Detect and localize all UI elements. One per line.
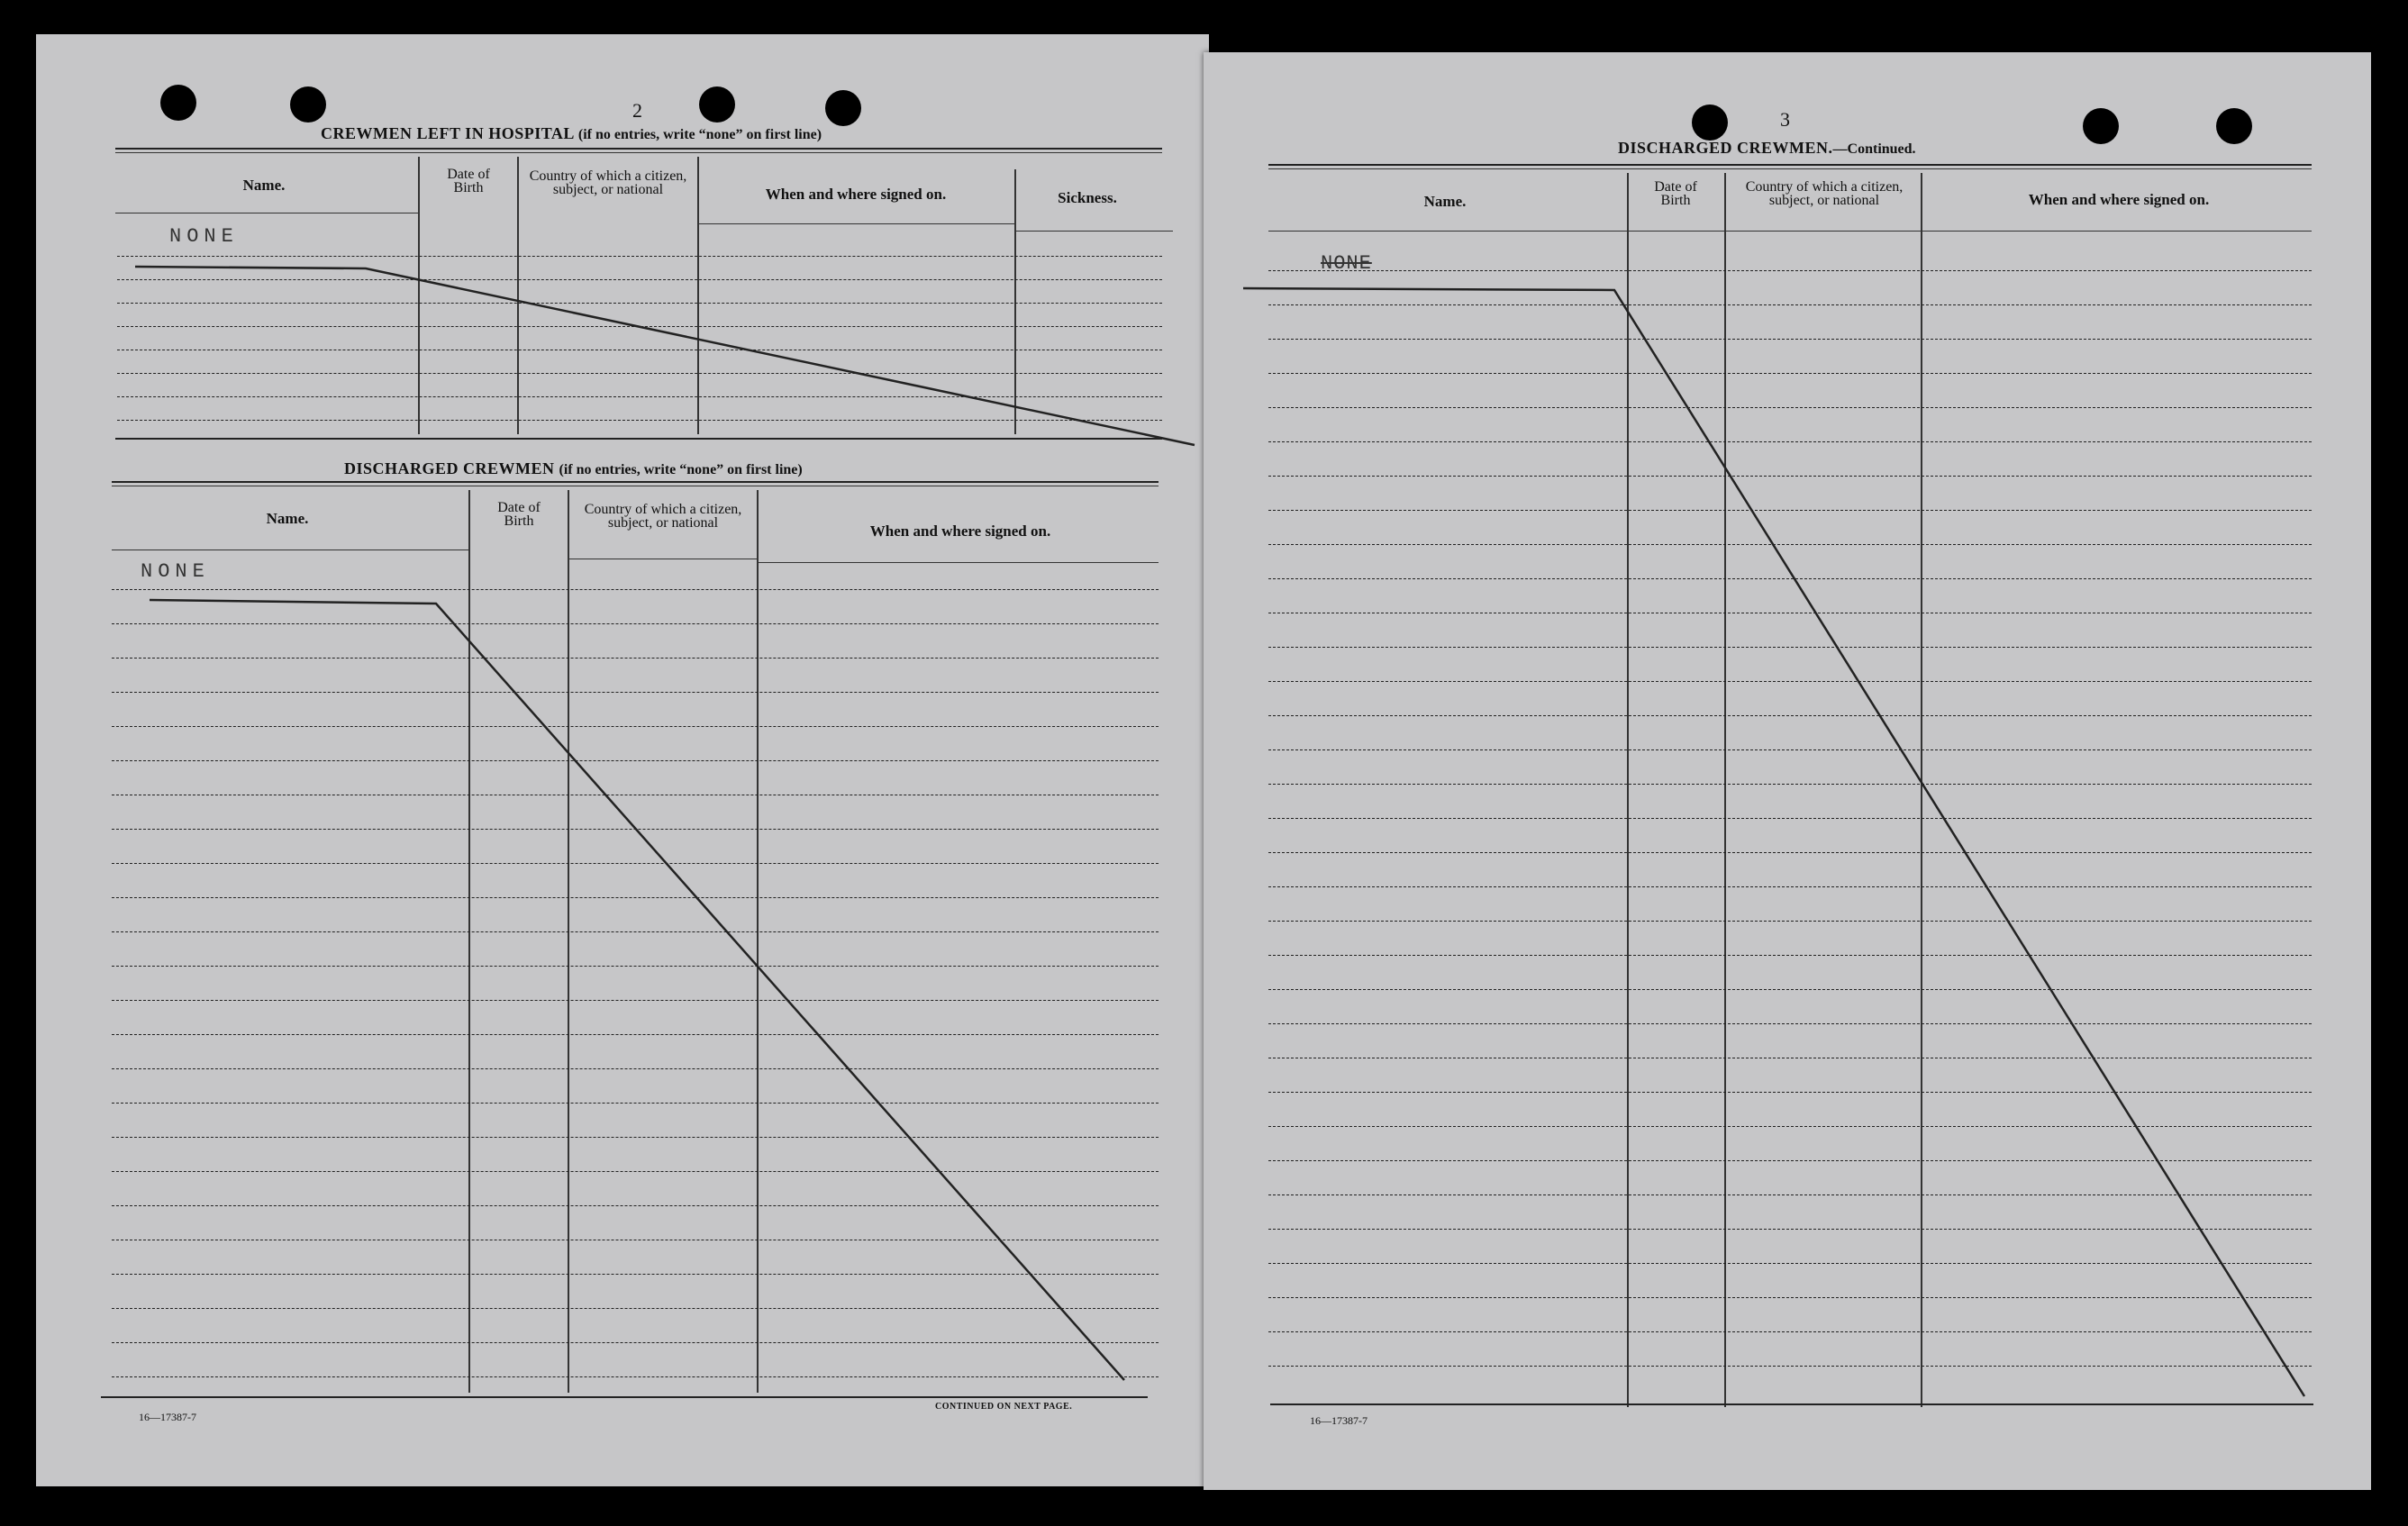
right-none-entry: NONE — [1321, 252, 1372, 275]
continued-note: CONTINUED ON NEXT PAGE. — [935, 1402, 1073, 1412]
discharged-section-title — [344, 459, 803, 478]
col-country-header: Country of which a citizen, subject, or national — [1745, 179, 1904, 208]
rule — [1268, 231, 2312, 232]
col-name-header: Name. — [1423, 193, 1467, 210]
left-page — [36, 34, 1209, 1486]
discharged-title-text: DISCHARGED CREWMEN — [344, 459, 555, 477]
col-dob-header: Date of Birth — [497, 500, 541, 529]
rule — [101, 1396, 1148, 1398]
hospital-title-text: CREWMEN LEFT IN HOSPITAL — [321, 124, 574, 142]
form-code: 16—17387-7 — [139, 1411, 196, 1423]
rule — [759, 562, 1159, 563]
col-name-header: Name. — [242, 177, 286, 194]
page-number: 2 — [632, 99, 642, 122]
col-country-header: Country of which a citizen, subject, or national — [529, 168, 687, 197]
rule — [115, 148, 1162, 150]
punch-hole — [160, 85, 196, 121]
rule — [112, 481, 1159, 483]
rule — [1016, 231, 1173, 232]
right-title-text: DISCHARGED CREWMEN. — [1618, 139, 1833, 157]
col-signed-on-header: When and where signed on. — [2028, 191, 2210, 208]
punch-hole — [699, 86, 735, 123]
punch-hole — [2216, 108, 2252, 144]
rule — [1268, 168, 2312, 169]
punch-hole — [290, 86, 326, 123]
right-title-suffix: —Continued. — [1832, 141, 1916, 157]
punch-hole — [1692, 104, 1728, 141]
col-signed-on-header: When and where signed on. — [869, 522, 1051, 540]
rule — [699, 223, 1014, 224]
rule — [115, 152, 1162, 153]
hospital-none-entry: NONE — [169, 225, 239, 248]
rule — [1268, 164, 2312, 166]
hospital-section-title — [321, 124, 822, 143]
form-code: 16—17387-7 — [1310, 1414, 1368, 1427]
col-signed-on-header: When and where signed on. — [765, 186, 947, 203]
hospital-entry-lines — [117, 256, 1162, 436]
right-page — [1204, 52, 2371, 1490]
col-country-header: Country of which a citizen, subject, or national — [584, 502, 742, 531]
discharged-none-entry: NONE — [141, 560, 210, 583]
discharged-title-note: (if no entries, write “none” on first line) — [559, 462, 803, 477]
col-dob-header: Date of Birth — [447, 167, 490, 195]
punch-hole — [2083, 108, 2119, 144]
col-sickness-header: Sickness. — [1058, 189, 1117, 206]
right-section-title — [1618, 139, 1916, 158]
right-entry-lines — [1268, 270, 2312, 1405]
col-name-header: Name. — [266, 510, 309, 527]
col-dob-header: Date of Birth — [1654, 179, 1697, 208]
hospital-title-note: (if no entries, write “none” on first line) — [577, 127, 822, 142]
discharged-entry-lines — [112, 589, 1159, 1400]
page-number: 3 — [1780, 108, 1790, 131]
rule — [115, 438, 1162, 440]
punch-hole — [825, 90, 861, 126]
rule — [1270, 1403, 2313, 1405]
